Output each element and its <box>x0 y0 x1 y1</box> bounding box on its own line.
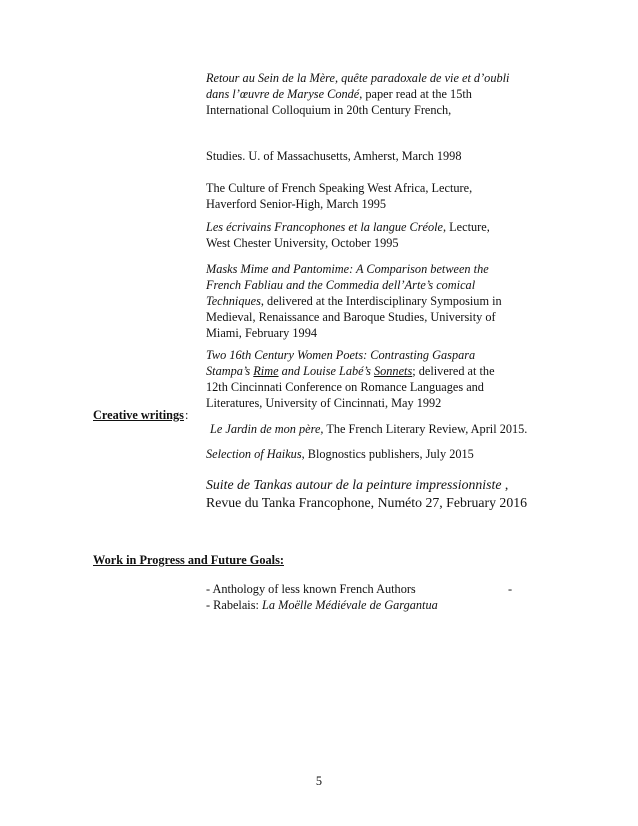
entry-line: The Culture of French Speaking West Africa, Lecture, <box>206 181 473 195</box>
creative-writings-colon: : <box>185 408 189 422</box>
entry-text: , <box>501 477 509 492</box>
entry-line: West Chester University, October 1995 <box>206 236 399 250</box>
entry-retour-au-sein <box>206 70 566 118</box>
entry-title: dans l’œuvre de Maryse Condé <box>206 87 360 101</box>
entry-two-women-poets <box>206 347 566 411</box>
entry-line <box>206 446 566 462</box>
entry-line: Revue du Tanka Francophone, Numéto 27, February 2016 <box>206 495 528 510</box>
entry-title: La Moëlle Médiévale de Gargantua <box>262 598 438 612</box>
entry-line: Literatures, University of Cincinnati, May 1992 <box>206 396 442 410</box>
entry-culture-west-africa <box>206 180 566 212</box>
entry-line <box>206 293 566 309</box>
entry-title: Stampa’s <box>206 364 254 378</box>
entry-line <box>206 363 566 379</box>
entry-studies <box>206 148 566 164</box>
entry-title: Techniques <box>206 294 261 308</box>
entry-line <box>206 86 566 102</box>
entry-line: 12th Cincinnati Conference on Romance Languages and <box>206 380 484 394</box>
entry-text: , delivered at the Interdisciplinary Symposium in <box>260 294 502 308</box>
entry-line: Medieval, Renaissance and Baroque Studies, University of <box>206 310 496 324</box>
page-number: 5 <box>315 774 323 788</box>
entry-text: , paper read at the 15th <box>359 87 472 101</box>
entry-title-underlined: Sonnets <box>373 364 413 378</box>
work-item-dash: - <box>508 582 513 596</box>
entry-title: Suite de Tankas autour de la peinture impressionniste <box>206 477 502 492</box>
entry-ecrivains-francophones <box>206 219 566 251</box>
entry-title: Le Jardin de mon père, <box>210 422 324 436</box>
entry-title: and Louise Labé’s <box>278 364 374 378</box>
entry-title-underlined: Rime <box>253 364 279 378</box>
entry-line <box>206 597 566 613</box>
entry-text: , Lecture, <box>443 220 490 234</box>
entry-masks-mime <box>206 261 566 341</box>
work-item-rabelais <box>206 597 566 613</box>
entry-line: Studies. U. of Massachusetts, Amherst, March 1998 <box>206 149 462 163</box>
entry-line: Miami, February 1994 <box>206 326 317 340</box>
entry-line: Retour au Sein de la Mère, quête paradoxale de vie et d’oubli <box>206 71 510 85</box>
work-in-progress-heading: Work in Progress and Future Goals: <box>93 553 284 567</box>
entry-text: , Blognostics publishers, July 2015 <box>301 447 474 461</box>
entry-line: Haverford Senior-High, March 1995 <box>206 197 387 211</box>
creative-tankas <box>206 476 566 512</box>
creative-writings-heading: Creative writings <box>93 408 184 422</box>
entry-line: Masks Mime and Pantomime: A Comparison between the <box>206 262 489 276</box>
entry-line <box>206 476 566 494</box>
entry-line <box>206 219 566 235</box>
entry-line: Two 16th Century Women Poets: Contrasting Gaspara <box>206 348 476 362</box>
entry-line: - Anthology of less known French Authors <box>206 582 416 596</box>
entry-text: ; delivered at the <box>412 364 495 378</box>
entry-title: Les écrivains Francophones et la langue Créole <box>206 220 444 234</box>
entry-title: Selection of Haikus <box>206 447 302 461</box>
creative-haikus <box>206 446 566 462</box>
entry-line: French Fabliau and the Commedia dell’Arte’s comical <box>206 278 476 292</box>
entry-line <box>210 421 570 437</box>
entry-text: The French Literary Review, April 2015. <box>323 422 528 436</box>
entry-text: - Rabelais: <box>206 598 263 612</box>
creative-jardin <box>210 421 570 437</box>
entry-line: International Colloquium in 20th Century French, <box>206 103 452 117</box>
